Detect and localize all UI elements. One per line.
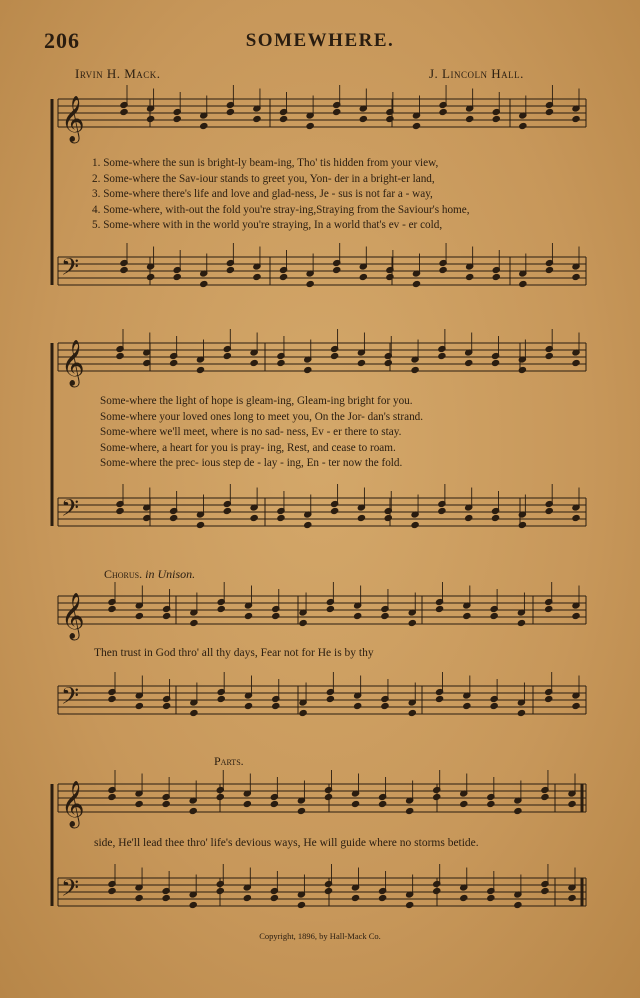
note-head bbox=[572, 273, 580, 280]
note-head bbox=[514, 807, 522, 814]
note-head bbox=[253, 115, 261, 122]
verse-line: 2. Some-where the Sav-iour stands to greet you, Yon- der in a bright-er land, bbox=[92, 172, 435, 185]
note-head bbox=[463, 702, 471, 709]
note-head bbox=[304, 366, 312, 373]
note-head bbox=[433, 793, 441, 800]
note-head bbox=[354, 612, 362, 619]
note-head bbox=[491, 514, 499, 521]
staff bbox=[58, 784, 586, 812]
note-head bbox=[108, 605, 116, 612]
note-head bbox=[386, 115, 394, 122]
note-head bbox=[217, 695, 225, 702]
note-head bbox=[572, 359, 580, 366]
note-head bbox=[163, 702, 171, 709]
note-head bbox=[384, 514, 392, 521]
note-head bbox=[406, 807, 414, 814]
bass-clef-icon: 𝄢 bbox=[61, 253, 80, 286]
verse-line: Some-where, a heart for you is pray- ing, Rest, and cease to roam. bbox=[100, 441, 396, 454]
note-head bbox=[568, 800, 576, 807]
staff bbox=[58, 878, 586, 906]
note-head bbox=[411, 366, 419, 373]
bass-clef-icon: 𝄢 bbox=[61, 682, 80, 715]
note-head bbox=[357, 514, 365, 521]
note-head bbox=[386, 273, 394, 280]
staff bbox=[58, 257, 586, 285]
note-head bbox=[460, 894, 468, 901]
note-head bbox=[351, 800, 359, 807]
verse-block-2 bbox=[100, 394, 423, 472]
note-head bbox=[545, 695, 553, 702]
verse-line: 4. Some-where, with-out the fold you're stray-ing,Straying from the Saviour's home, bbox=[92, 203, 470, 216]
note-head bbox=[545, 352, 553, 359]
note-head bbox=[439, 108, 447, 115]
note-head bbox=[170, 514, 178, 521]
note-head bbox=[272, 612, 280, 619]
note-head bbox=[438, 352, 446, 359]
note-head bbox=[381, 702, 389, 709]
treble-clef-icon: 𝄞 bbox=[61, 96, 85, 142]
note-head bbox=[572, 115, 580, 122]
note-head bbox=[162, 800, 170, 807]
note-head bbox=[408, 619, 416, 626]
note-head bbox=[541, 887, 549, 894]
note-head bbox=[299, 619, 307, 626]
note-head bbox=[116, 507, 124, 514]
note-head bbox=[379, 894, 387, 901]
note-head bbox=[173, 273, 181, 280]
note-head bbox=[408, 709, 416, 716]
note-head bbox=[116, 352, 124, 359]
note-head bbox=[514, 901, 522, 908]
note-head bbox=[572, 702, 580, 709]
note-head bbox=[162, 894, 170, 901]
note-head bbox=[277, 359, 285, 366]
note-head bbox=[170, 359, 178, 366]
hymn-title: SOMEWHERE. bbox=[245, 30, 395, 51]
note-head bbox=[200, 280, 208, 287]
note-head bbox=[196, 366, 204, 373]
note-head bbox=[324, 887, 332, 894]
note-head bbox=[465, 514, 473, 521]
parts-lyric: side, He'll lead thee thro' life's devious ways, He will guide where no storms betide. bbox=[94, 837, 479, 849]
note-head bbox=[545, 605, 553, 612]
note-head bbox=[120, 266, 128, 273]
note-head bbox=[108, 887, 116, 894]
chorus-label: Chorus. bbox=[104, 567, 143, 581]
note-head bbox=[412, 280, 420, 287]
note-head bbox=[517, 619, 525, 626]
composer-credit: J. Lincoln Hall. bbox=[429, 66, 524, 81]
note-head bbox=[466, 273, 474, 280]
note-head bbox=[223, 352, 231, 359]
note-head bbox=[272, 702, 280, 709]
staff bbox=[58, 686, 586, 714]
note-head bbox=[331, 507, 339, 514]
note-head bbox=[379, 800, 387, 807]
note-head bbox=[324, 793, 332, 800]
bass-clef-icon: 𝄢 bbox=[61, 494, 80, 527]
note-head bbox=[412, 122, 420, 129]
copyright-notice: Copyright, 1896, by Hall-Mack Co. bbox=[259, 931, 381, 941]
note-head bbox=[189, 901, 197, 908]
note-head bbox=[270, 800, 278, 807]
chorus-lyric: Then trust in God thro' all thy days, Fear not for He is by thy bbox=[94, 647, 374, 659]
note-head bbox=[216, 793, 224, 800]
note-head bbox=[381, 612, 389, 619]
note-head bbox=[438, 507, 446, 514]
note-head bbox=[517, 709, 525, 716]
note-head bbox=[487, 800, 495, 807]
parts-label: Parts. bbox=[214, 754, 244, 768]
note-head bbox=[147, 115, 155, 122]
lyricist-credit: Irvin H. Mack. bbox=[75, 66, 161, 81]
note-head bbox=[217, 605, 225, 612]
note-head bbox=[243, 800, 251, 807]
note-head bbox=[406, 901, 414, 908]
note-head bbox=[226, 266, 234, 273]
note-head bbox=[279, 273, 287, 280]
note-head bbox=[351, 894, 359, 901]
note-head bbox=[519, 122, 527, 129]
note-head bbox=[463, 612, 471, 619]
note-head bbox=[297, 807, 305, 814]
note-head bbox=[120, 108, 128, 115]
note-head bbox=[190, 709, 198, 716]
note-head bbox=[244, 612, 252, 619]
note-head bbox=[435, 695, 443, 702]
treble-clef-icon: 𝄞 bbox=[61, 781, 85, 827]
note-head bbox=[435, 605, 443, 612]
note-head bbox=[243, 894, 251, 901]
note-head bbox=[326, 605, 334, 612]
chorus-heading bbox=[104, 567, 195, 582]
note-head bbox=[190, 619, 198, 626]
note-head bbox=[216, 887, 224, 894]
verse-line: 3. Some-where there's life and love and glad-ness, Je - sus is not far a - way, bbox=[92, 188, 433, 201]
note-head bbox=[492, 273, 500, 280]
note-head bbox=[196, 521, 204, 528]
note-head bbox=[545, 108, 553, 115]
verse-line: Some-where your loved ones long to meet you, On the Jor- dan's strand. bbox=[100, 410, 424, 423]
note-head bbox=[466, 115, 474, 122]
note-head bbox=[135, 702, 143, 709]
note-head bbox=[568, 894, 576, 901]
note-head bbox=[147, 273, 155, 280]
verse-line: Some-where the prec- ious step de - lay - ing, En - ter now the fold. bbox=[100, 457, 403, 470]
chorus-direction: in Unison. bbox=[145, 567, 196, 581]
note-head bbox=[250, 359, 258, 366]
staff bbox=[58, 343, 586, 371]
page-number: 206 bbox=[44, 28, 80, 53]
note-head bbox=[541, 793, 549, 800]
note-head bbox=[135, 612, 143, 619]
note-head bbox=[490, 702, 498, 709]
note-head bbox=[277, 514, 285, 521]
note-head bbox=[331, 352, 339, 359]
note-head bbox=[189, 807, 197, 814]
note-head bbox=[354, 702, 362, 709]
note-head bbox=[433, 887, 441, 894]
staff bbox=[58, 99, 586, 127]
note-head bbox=[359, 115, 367, 122]
note-head bbox=[411, 521, 419, 528]
note-head bbox=[244, 702, 252, 709]
note-head bbox=[460, 800, 468, 807]
verse-line: Some-where we'll meet, where is no sad- ness, Ev - er there to stay. bbox=[100, 426, 402, 439]
staff bbox=[58, 498, 586, 526]
note-head bbox=[545, 507, 553, 514]
note-head bbox=[108, 793, 116, 800]
note-head bbox=[135, 800, 143, 807]
note-head bbox=[226, 108, 234, 115]
bass-clef-icon: 𝄢 bbox=[61, 874, 80, 907]
note-head bbox=[490, 612, 498, 619]
note-head bbox=[306, 122, 314, 129]
note-head bbox=[439, 266, 447, 273]
note-head bbox=[572, 612, 580, 619]
note-head bbox=[270, 894, 278, 901]
note-head bbox=[163, 612, 171, 619]
note-head bbox=[572, 514, 580, 521]
note-head bbox=[492, 115, 500, 122]
note-head bbox=[223, 507, 231, 514]
verse-line: Some-where the light of hope is gleam-ing, Gleam-ing bright for you. bbox=[100, 395, 413, 407]
note-head bbox=[250, 514, 258, 521]
note-head bbox=[108, 695, 116, 702]
note-head bbox=[491, 359, 499, 366]
verse-line: 5. Some-where with in the world you're straying, In a world that's ev - er cold, bbox=[92, 219, 443, 232]
note-head bbox=[333, 266, 341, 273]
note-head bbox=[135, 894, 143, 901]
note-head bbox=[465, 359, 473, 366]
treble-clef-icon: 𝄞 bbox=[61, 340, 85, 386]
note-head bbox=[306, 280, 314, 287]
note-head bbox=[253, 273, 261, 280]
note-head bbox=[279, 115, 287, 122]
note-head bbox=[297, 901, 305, 908]
note-head bbox=[304, 521, 312, 528]
verse-line: 1. Some-where the sun is bright-ly beam-ing, Tho' tis hidden from your view, bbox=[92, 157, 439, 169]
note-head bbox=[333, 108, 341, 115]
note-head bbox=[326, 695, 334, 702]
treble-clef-icon: 𝄞 bbox=[61, 593, 85, 639]
note-head bbox=[299, 709, 307, 716]
note-head bbox=[384, 359, 392, 366]
note-head bbox=[200, 122, 208, 129]
note-head bbox=[545, 266, 553, 273]
note-head bbox=[519, 280, 527, 287]
staff bbox=[58, 596, 586, 624]
note-head bbox=[359, 273, 367, 280]
verse-block-1 bbox=[92, 156, 470, 234]
note-head bbox=[487, 894, 495, 901]
note-head bbox=[173, 115, 181, 122]
note-head bbox=[357, 359, 365, 366]
